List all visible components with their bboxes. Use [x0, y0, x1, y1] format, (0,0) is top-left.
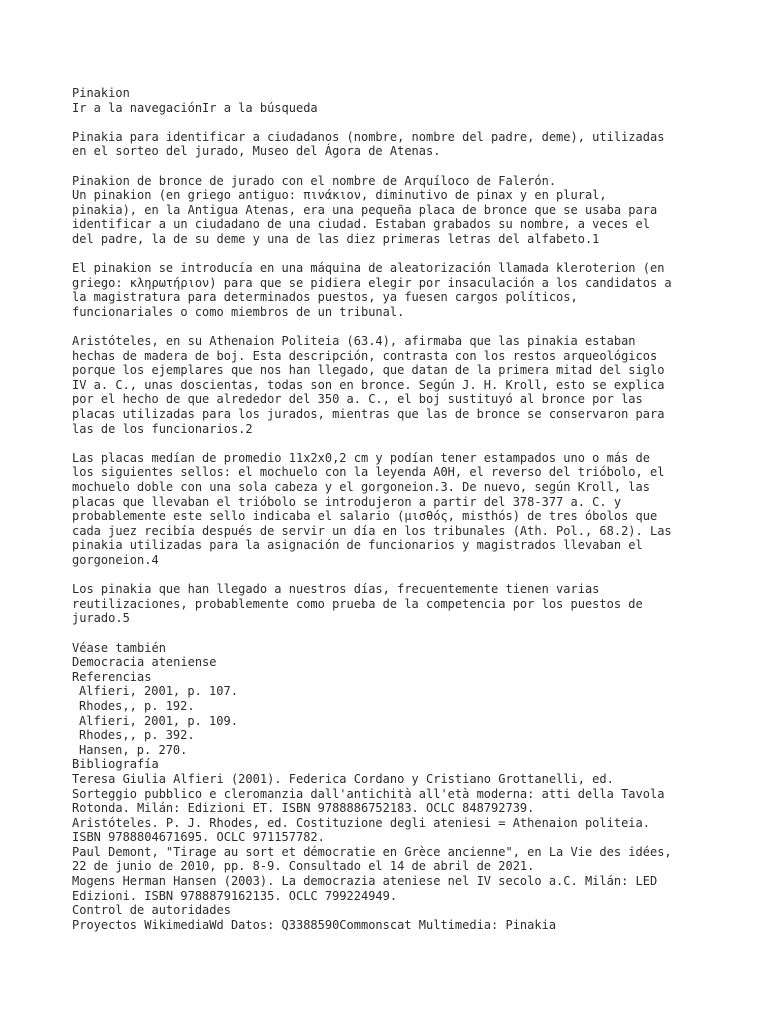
reference-item[interactable]: Alfieri, 2001, p. 109.: [79, 713, 238, 728]
paragraph-line: probablemente este sello indicaba el salario (μισθός, misthós) de tres óbolos que: [72, 509, 658, 524]
bibliography-line: Sorteggio pubblico e cleromanzia dall'antichità all'età moderna: atti della Tavola: [72, 786, 665, 801]
paragraph-line: cada juez recibía después de servir un día en los tribunales (Ath. Pol., 68.2). Las: [72, 523, 672, 538]
paragraph-line: reutilizaciones, probablemente como prueba de la competencia por los puestos de: [72, 596, 643, 611]
spacer: [72, 115, 712, 130]
page-title: Pinakion: [72, 86, 130, 100]
bibliography-line: Teresa Giulia Alfieri (2001). Federica Cordano y Cristiano Grottanelli, ed.: [72, 771, 614, 786]
paragraph-seals: [72, 451, 712, 568]
see-also-heading: Véase también: [72, 640, 166, 655]
paragraph-line: hechas de madera de boj. Esta descripción, contrasta con los restos arqueológicos: [72, 348, 658, 363]
bibliography-list: [72, 772, 712, 903]
paragraph-line: los siguientes sellos: el mochuelo con la leyenda AΘH, el reverso del trióbolo, el: [72, 465, 665, 480]
reference-item[interactable]: Rhodes,, p. 392.: [79, 728, 195, 743]
bibliography-line: Paul Demont, "Tirage au sort et démocratie en Grèce ancienne", en La Vie des idées,: [72, 844, 672, 859]
reference-item[interactable]: Hansen, p. 270.: [79, 742, 188, 757]
references-list: [72, 684, 712, 757]
paragraph-line: porque los ejemplares que nos han llegado, que datan de la primera mitad del siglo: [72, 363, 665, 378]
spacer: [72, 626, 712, 641]
paragraph-line: funcionariales o como miembros de un tribunal.: [72, 304, 405, 319]
paragraph-line: mochuelo doble con una sola cabeza y el gorgoneion.3. De nuevo, según Kroll, las: [72, 480, 650, 495]
paragraph-line: gorgoneion.4: [72, 553, 159, 567]
bibliography-line: Rotonda. Milán: Edizioni ET. ISBN 9788886752183. OCLC 848792739.: [72, 801, 535, 816]
paragraph-line: jurado.5: [72, 611, 130, 626]
bibliography-line: 22 de junio de 2010, pp. 8-9. Consultado el 14 de abril de 2021.: [72, 859, 535, 874]
paragraph-line: Aristóteles, en su Athenaion Politeia (63.4), afirmaba que las pinakia estaban: [72, 334, 636, 349]
paragraph-line: por el hecho de que alrededor del 350 a. C., el boj sustituyó al bronce por las: [72, 392, 643, 407]
paragraph-line: la magistratura para determinados puestos, ya fuesen cargos políticos,: [72, 290, 578, 305]
see-also-link[interactable]: Democracia ateniense: [72, 655, 217, 670]
paragraph-line: pinakia), en la Antigua Atenas, era una pequeña placa de bronce que se usaba para: [72, 202, 658, 217]
bibliography-line: Aristóteles. P. J. Rhodes, ed. Costituzione degli ateniesi = Athenaion politeia.: [72, 815, 650, 830]
paragraph-line: Pinakion de bronce de jurado con el nombre de Arquíloco de Falerón.: [72, 173, 557, 188]
paragraph-line: griego: κληρωτήριον) para que se pidiera elegir por insaculación a los candidatos a: [72, 275, 672, 290]
skip-to-search-link[interactable]: Ir a la búsqueda: [202, 100, 318, 115]
caption-line: en el sorteo del jurado, Museo del Ágora de Atenas.: [72, 144, 441, 159]
paragraph-line: identificar a un ciudadano de una ciudad. Estaban grabados su nombre, a veces el: [72, 217, 650, 232]
paragraph-kleroterion: [72, 261, 712, 319]
image-caption: [72, 130, 712, 159]
bibliography-heading: Bibliografía: [72, 757, 159, 772]
bibliography-line: ISBN 9788804671695. OCLC 971157782.: [72, 830, 325, 845]
paragraph-line: Las placas medían de promedio 11x2x0,2 cm y podían tener estampados uno o más de: [72, 450, 650, 465]
spacer: [72, 247, 712, 262]
spacer: [72, 159, 712, 174]
reference-item[interactable]: Alfieri, 2001, p. 107.: [79, 684, 238, 699]
caption-line: Pinakia para identificar a ciudadanos (nombre, nombre del padre, deme), utilizadas: [72, 129, 665, 144]
paragraph-line: las de los funcionarios.2: [72, 421, 253, 436]
paragraph-line: IV a. C., unas doscientas, todas son en bronce. Según J. H. Kroll, esto se explica: [72, 377, 665, 392]
authority-control-link[interactable]: Control de autoridades: [72, 903, 231, 918]
bibliography-line: Edizioni. ISBN 9788879162135. OCLC 799224949.: [72, 888, 398, 903]
bibliography-line: Mogens Herman Hansen (2003). La democrazia ateniese nel IV secolo a.C. Milán: LED: [72, 874, 658, 889]
reference-item[interactable]: Rhodes,, p. 192.: [79, 698, 195, 713]
paragraph-line: Un pinakion (en griego antiguo: πινάκιον, diminutivo de pinax y en plural,: [72, 188, 607, 203]
skip-links: [72, 101, 712, 116]
paragraph-line: del padre, la de su deme y una de las diez primeras letras del alfabeto.1: [72, 231, 600, 246]
paragraph-line: pinakia utilizadas para la asignación de funcionarios y magistrados llevaban el: [72, 538, 643, 553]
paragraph-line: placas que llevaban el trióbolo se introdujeron a partir del 378-377 a. C. y: [72, 494, 622, 509]
spacer: [72, 568, 712, 583]
paragraph-intro: [72, 174, 712, 247]
paragraph-line: Los pinakia que han llegado a nuestros días, frecuentemente tienen varias: [72, 582, 600, 597]
wikimedia-projects-footer[interactable]: Proyectos WikimediaWd Datos: Q3388590Commonscat Multimedia: Pinakia: [72, 917, 557, 932]
references-heading: Referencias: [72, 669, 152, 684]
skip-to-navigation-link[interactable]: Ir a la navegación: [72, 100, 203, 115]
spacer: [72, 320, 712, 335]
paragraph-aristotle: [72, 334, 712, 436]
spacer: [72, 436, 712, 451]
paragraph-line: placas utilizadas para los jurados, mientras que las de bronce se conservaron para: [72, 407, 665, 422]
paragraph-reuse: [72, 582, 712, 626]
document-page: [72, 86, 712, 932]
paragraph-line: El pinakion se introducía en una máquina de aleatorización llamada kleroterion (en: [72, 261, 665, 276]
